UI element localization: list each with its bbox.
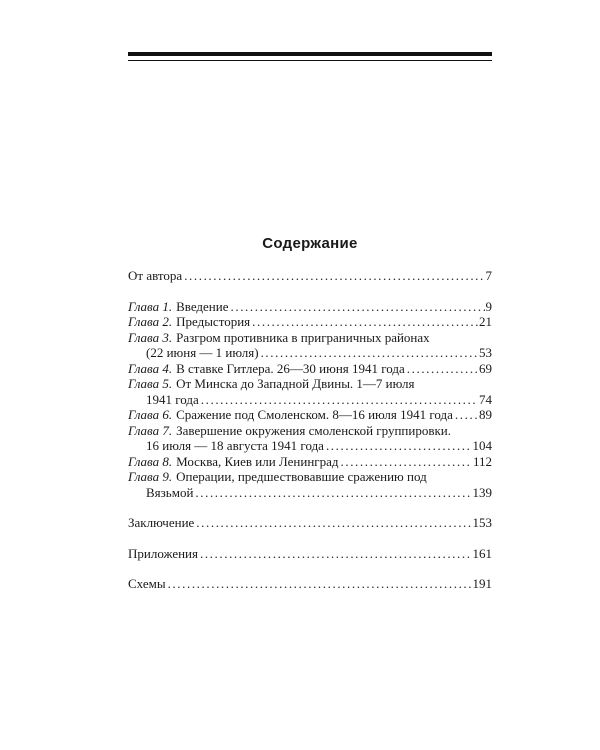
leader-dots <box>184 268 484 284</box>
chapter-label: Глава 1. <box>128 298 173 314</box>
toc-entry-chapter-5[interactable] <box>128 376 492 407</box>
toc-entry-text: Завершение окружения смоленской группировки. <box>176 422 451 438</box>
toc-entry-text-continued: (22 июня — 1 июля) <box>146 345 259 360</box>
toc-page-number: 9 <box>485 298 492 314</box>
header-rule-thin <box>128 60 492 61</box>
toc-entry-chapter-3[interactable] <box>128 330 492 361</box>
toc-page-number: 89 <box>479 407 492 422</box>
toc-entry-chapter-1[interactable] <box>128 299 492 315</box>
chapter-label: Глава 6. <box>128 407 173 422</box>
leader-dots <box>341 454 472 470</box>
table-of-contents <box>128 268 492 592</box>
leader-dots <box>261 345 478 361</box>
toc-entry-text: Приложения <box>128 545 198 561</box>
leader-dots <box>252 314 478 330</box>
toc-page-number: 53 <box>479 345 492 360</box>
toc-entry-text: Предыстория <box>176 314 251 329</box>
page-title: Содержание <box>262 235 358 252</box>
toc-entry-text: Введение <box>176 298 229 314</box>
header-rule-thick <box>128 52 492 56</box>
toc-page-number: 7 <box>485 268 492 283</box>
toc-entry-schemes[interactable] <box>128 576 492 592</box>
leader-dots <box>196 515 471 531</box>
toc-entry-chapter-4[interactable] <box>128 361 492 377</box>
toc-page-number: 104 <box>472 438 492 453</box>
toc-entry-chapter-7[interactable] <box>128 423 492 454</box>
chapter-label: Глава 3. <box>128 329 173 345</box>
toc-page-number: 21 <box>479 314 492 329</box>
leader-dots <box>201 392 478 408</box>
toc-entry-text: Заключение <box>128 515 195 530</box>
toc-entry-appendices[interactable] <box>128 546 492 562</box>
leader-dots <box>455 407 478 423</box>
toc-entry-text: Москва, Киев или Ленинград <box>176 453 339 469</box>
chapter-label: Глава 5. <box>128 376 173 391</box>
toc-entry-author[interactable] <box>128 268 492 284</box>
toc-entry-chapter-8[interactable] <box>128 454 492 470</box>
leader-dots <box>195 485 471 501</box>
chapter-label: Глава 2. <box>128 314 173 329</box>
leader-dots <box>231 299 485 315</box>
toc-entry-conclusion[interactable] <box>128 515 492 531</box>
toc-entry-text: Операции, предшествовавшие сражению под <box>176 469 427 484</box>
toc-page-number: 161 <box>472 545 492 561</box>
toc-page-number: 153 <box>472 515 492 530</box>
toc-entry-text-continued: Вязьмой <box>146 484 194 500</box>
toc-entry-text: Сражение под Смоленском. 8—16 июля 1941 года <box>176 407 453 422</box>
chapter-label: Глава 8. <box>128 453 173 469</box>
toc-entry-chapter-6[interactable] <box>128 407 492 423</box>
leader-dots <box>168 576 472 592</box>
toc-page-number: 69 <box>479 360 492 376</box>
leader-dots <box>407 361 478 377</box>
toc-entry-text: Схемы <box>128 576 166 591</box>
toc-entry-chapter-2[interactable] <box>128 314 492 330</box>
toc-page-number: 112 <box>472 453 492 469</box>
toc-entry-text: Разгром противника в приграничных районах <box>176 329 430 345</box>
toc-page-number: 139 <box>472 484 492 500</box>
toc-page-number: 74 <box>479 391 492 407</box>
chapter-label: Глава 9. <box>128 469 173 484</box>
toc-entry-text-continued: 1941 года <box>146 391 199 407</box>
leader-dots <box>326 438 472 454</box>
toc-page-number: 191 <box>472 576 492 591</box>
toc-entry-text: От автора <box>128 268 183 283</box>
chapter-label: Глава 7. <box>128 422 173 438</box>
leader-dots <box>200 546 472 562</box>
toc-entry-chapter-9[interactable] <box>128 469 492 500</box>
toc-entry-text: От Минска до Западной Двины. 1—7 июля <box>176 376 415 391</box>
chapter-label: Глава 4. <box>128 360 173 376</box>
toc-entry-text: В ставке Гитлера. 26—30 июня 1941 года <box>176 360 405 376</box>
toc-entry-text-continued: 16 июля — 18 августа 1941 года <box>146 438 324 453</box>
